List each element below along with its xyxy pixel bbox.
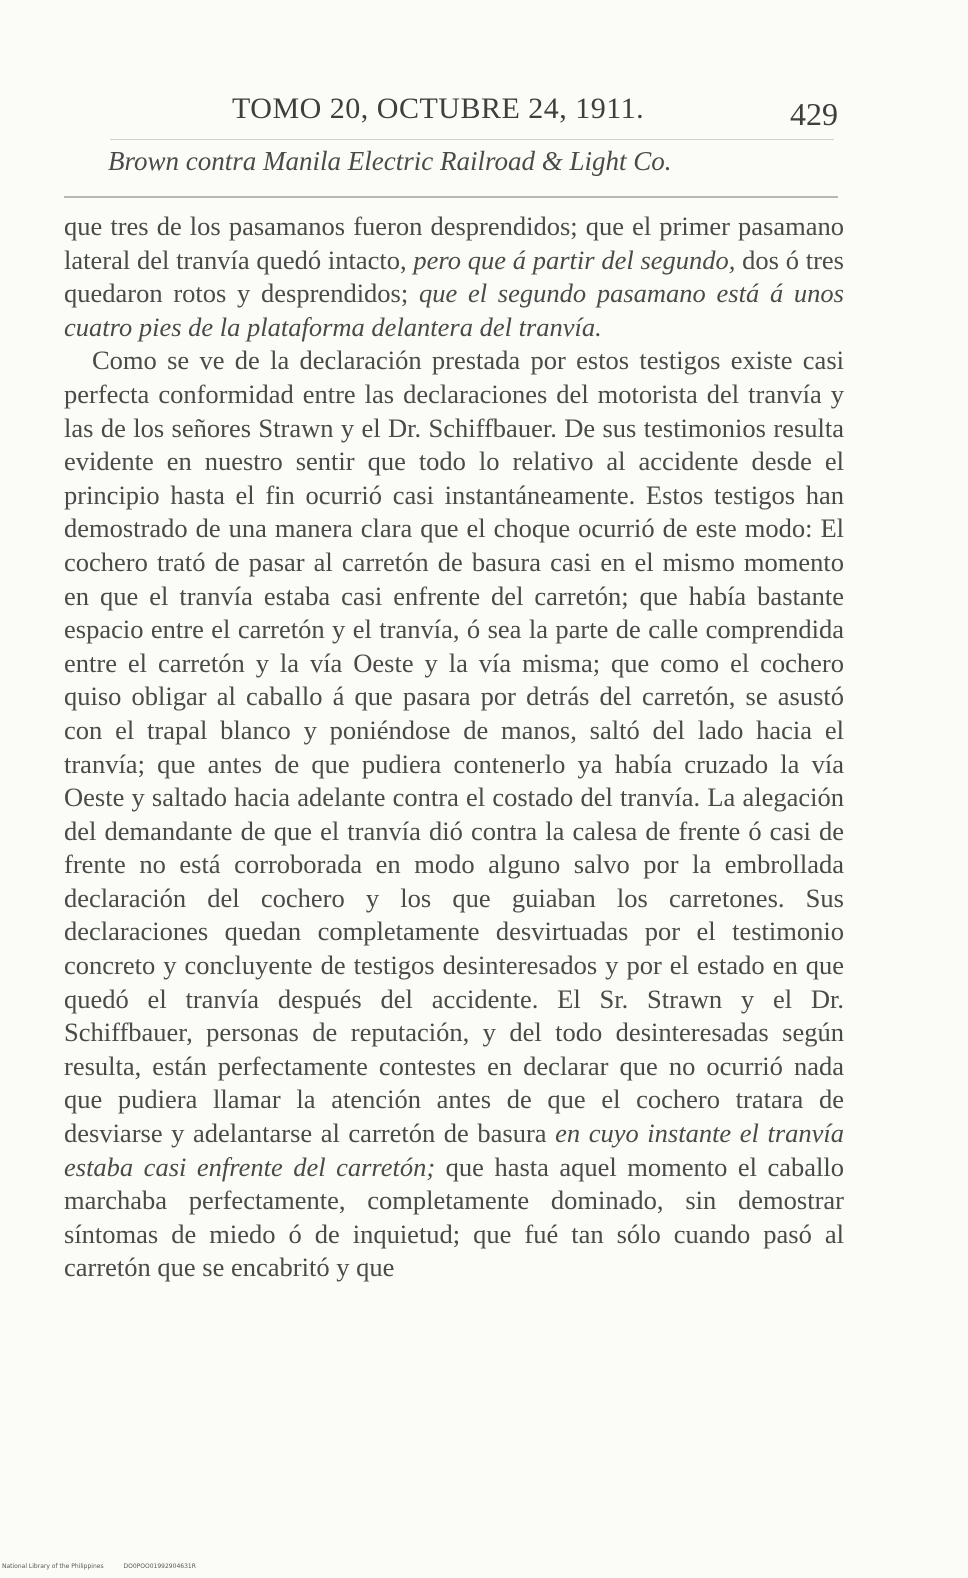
- paragraph-2-text-1: Como se ve de la declaración prestada por estos testigos existe casi perfecta conformidad entre las declaraciones del motorista del tranvía y las de los señores Strawn y el Dr. Schiffbauer. De sus testimonios resulta evidente en nuestro sentir que todo lo relativo al accidente desde el principio hasta el fin ocurrió casi instantáneamente. Estos testigos han demostrado de una manera clara que el choque ocurrió de este modo: El cochero trató de pasar al carretón de basura casi en el mismo momento en que el tranvía estaba casi enfrente del carretón; que había bastante espacio entre el carretón y el tranvía, ó sea la parte de calle comprendida entre el carretón y la vía Oeste y la vía misma; que como el cochero quiso obligar al caballo á que pasara por detrás del carretón, se asustó con el trapal blanco y poniéndose de manos, saltó del lado hacia el tranvía; que antes de que pudiera contenerlo ya había cruzado la vía Oeste y saltado hacia adelante contra el costado del tranvía. La alegación del demandante de que el tranvía dió contra la calesa de frente ó casi de frente no está corroborada en modo alguno salvo por la embrollada declaración del cochero y los que guiaban los carretones. Sus declaraciones quedan completamente desvirtuadas por el testimonio concreto y concluyente de testigos desinteresados y por el estado en que quedó el tranvía después del accidente. El Sr. Strawn y el Dr. Schiffbauer, personas de reputación, y del todo desinteresadas según resulta, están perfectamente contestes en declarar que no ocurrió nada que pudiera llamar la atención antes de que el cochero tratara de desviarse y adelantarse al carretón de basura: [64, 345, 844, 1149]
- footer-code: DO0POO01992904631R: [123, 1563, 196, 1570]
- paragraph-1-text-1: que tres de los pasamanos fueron desprendidos; que el primer pasamano lateral del tranvía quedó intacto,: [64, 211, 844, 275]
- paragraph-1: [64, 210, 844, 344]
- paragraph-1-text-2: dos ó tres quedaron rotos y desprendidos;: [64, 244, 844, 309]
- paragraph-2: [64, 344, 844, 1285]
- paragraph-2-text-2: que hasta aquel momento el caballo marchaba perfectamente, completamente dominado, sin demostrar síntomas de miedo ó de inquietud; que fué tan sólo cuando pasó al carretón que se encabritó y que: [64, 1151, 844, 1283]
- case-title: Brown contra Manila Electric Railroad & Light Co.: [108, 146, 672, 176]
- paragraph-1-italic-2: que el segundo pasamano está á unos cuatro pies de la plataforma delantera del tranvía.: [64, 278, 844, 342]
- case-title-rule: [64, 196, 838, 198]
- paragraph-2-italic-1: en cuyo instante el tranvía estaba casi enfrente del carretón;: [64, 1118, 845, 1182]
- page-number: 429: [790, 96, 838, 132]
- paragraph-1-italic-1: pero que á partir del segundo,: [413, 244, 736, 275]
- running-title: TOMO 20, OCTUBRE 24, 1911.: [232, 92, 645, 125]
- body-text: [64, 210, 844, 1285]
- header-rule: [110, 139, 834, 140]
- scan-footer: [2, 1563, 214, 1570]
- footer-library: National Library of the Philippines: [2, 1563, 104, 1570]
